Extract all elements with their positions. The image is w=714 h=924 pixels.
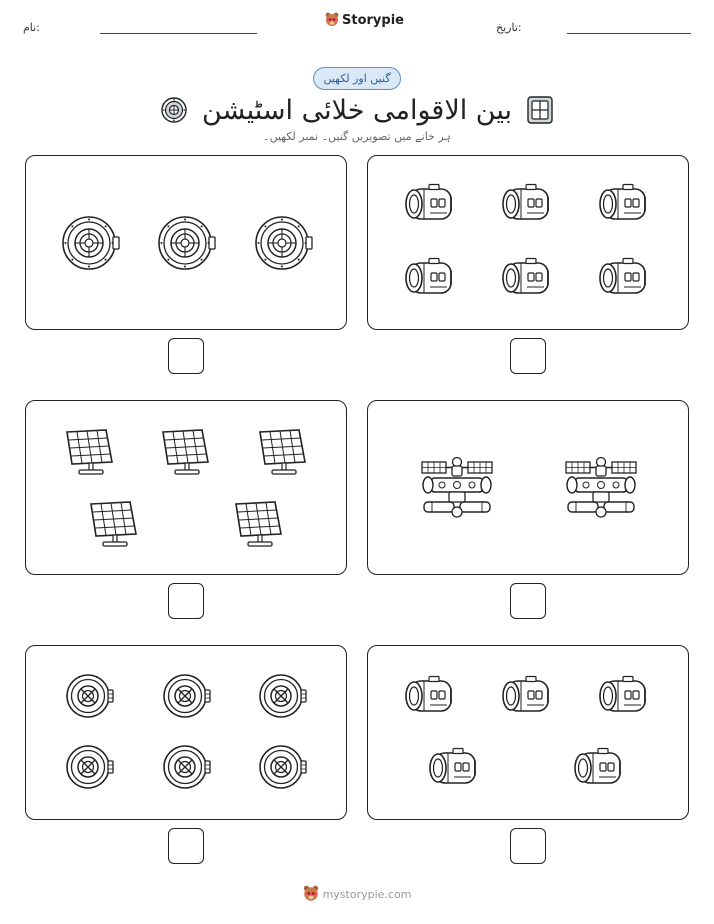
solar-panel-icon	[233, 500, 285, 548]
counting-panel-module-6	[367, 155, 689, 330]
solar-panel-icon	[160, 428, 212, 476]
storypie-logo	[325, 12, 404, 28]
space-module-icon	[596, 257, 652, 299]
counting-panel-station-2	[367, 400, 689, 575]
space-station-icon	[420, 456, 494, 522]
footer	[0, 885, 714, 903]
hatch-icon	[162, 673, 212, 719]
porthole-icon	[160, 96, 188, 124]
space-module-icon	[499, 183, 555, 225]
solar-panel-icon	[88, 500, 140, 548]
answer-box[interactable]	[168, 583, 204, 619]
page-title: بین الاقوامی خلائی اسٹیشن	[201, 94, 513, 126]
counting-panel-porthole-3	[25, 155, 347, 330]
name-field[interactable]	[100, 33, 257, 34]
hatch-icon	[258, 673, 308, 719]
footer-url: mystorypie.com	[322, 887, 412, 901]
porthole-icon	[59, 212, 121, 274]
bear-icon	[303, 885, 319, 903]
answer-box[interactable]	[168, 828, 204, 864]
hatch-icon	[258, 744, 308, 790]
solar-panel-icon	[257, 428, 309, 476]
counting-panel-solar-5	[25, 400, 347, 575]
title-row	[150, 92, 564, 128]
hatch-icon	[65, 673, 115, 719]
counting-panel-hatch-6	[25, 645, 347, 820]
space-module-icon	[499, 257, 555, 299]
hatch-icon	[162, 744, 212, 790]
name-label: نام:	[23, 21, 40, 34]
solar-panel-icon	[64, 428, 116, 476]
brand-name: Storypie	[342, 12, 404, 28]
space-module-icon	[596, 183, 652, 225]
space-module-icon	[499, 675, 555, 717]
hatch-icon	[65, 744, 115, 790]
space-module-icon	[596, 675, 652, 717]
answer-box[interactable]	[168, 338, 204, 374]
space-module-icon	[402, 183, 458, 225]
space-module-icon	[402, 675, 458, 717]
space-station-icon	[564, 456, 638, 522]
answer-box[interactable]	[510, 338, 546, 374]
window-hatch-icon	[526, 95, 554, 125]
space-module-icon	[426, 747, 482, 789]
space-module-icon	[402, 257, 458, 299]
porthole-icon	[155, 212, 217, 274]
space-module-icon	[571, 747, 627, 789]
instruction-badge: گنیں اور لکھیں	[313, 67, 401, 90]
bear-icon	[325, 12, 339, 28]
instructions: ہر خانے میں تصویریں گنیں۔ نمبر لکھیں۔	[263, 130, 451, 143]
answer-box[interactable]	[510, 583, 546, 619]
answer-box[interactable]	[510, 828, 546, 864]
counting-panel-module-5	[367, 645, 689, 820]
porthole-icon	[252, 212, 314, 274]
date-field[interactable]	[567, 33, 691, 34]
date-label: تاریخ:	[496, 21, 522, 34]
